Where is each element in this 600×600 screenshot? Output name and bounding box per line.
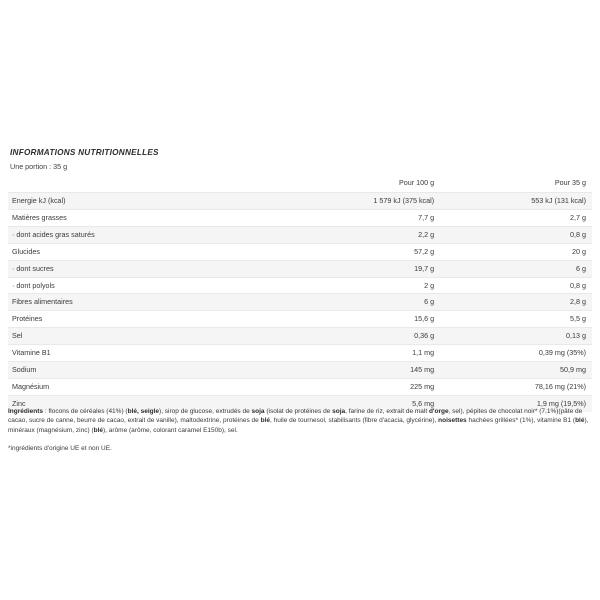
row-value-per-100g: 6 g xyxy=(288,294,440,311)
ingredients-text: : flocons de céréales (41%) (blé, seigle), sirop de glucose, extrudés de soja (isolat de protéines de soja, farine de riz, extrait de malt d'orge, sel), pépites de chocolat noir* (7,1%)(pâte de cacao, sucre de canne, beurre de cacao, extrait de vanille), maltodextrine, protéines de blé, huile de tournesol, stabilisants (fibre d'acacia, glycérine), noisettes hachées grillées* (1%), vitamine B1 (blé), minéraux (magnésium, zinc) (blé), arôme (arôme, colorant caramel E150b), sel. xyxy=(8,408,589,434)
table-row xyxy=(8,277,592,294)
row-value-per-100g: 19,7 g xyxy=(288,260,440,277)
table-row xyxy=(8,345,592,362)
row-value-per-100g: 145 mg xyxy=(288,362,440,379)
row-value-per-100g: 2 g xyxy=(288,277,440,294)
table-row xyxy=(8,243,592,260)
row-label: Magnésium xyxy=(8,379,288,396)
table-row xyxy=(8,260,592,277)
row-value-per-portion: 0,8 g xyxy=(440,226,592,243)
row-value-per-portion: 0,8 g xyxy=(440,277,592,294)
row-label: Glucides xyxy=(8,243,288,260)
nutrition-title: INFORMATIONS NUTRITIONNELLES xyxy=(10,148,159,157)
row-value-per-portion: 2,7 g xyxy=(440,209,592,226)
column-header-per-100g: Pour 100 g xyxy=(288,175,440,192)
column-header-label xyxy=(8,175,288,192)
row-value-per-portion: 1,9 mg (19,5%) xyxy=(440,395,592,411)
row-label: Sodium xyxy=(8,362,288,379)
row-value-per-portion: 20 g xyxy=(440,243,592,260)
ingredients-heading: Ingrédients xyxy=(8,408,44,415)
ingredients-paragraph xyxy=(8,407,593,435)
row-value-per-portion: 6 g xyxy=(440,260,592,277)
row-value-per-portion: 78,16 mg (21%) xyxy=(440,379,592,396)
row-label: Sel xyxy=(8,328,288,345)
row-value-per-portion: 0,39 mg (35%) xyxy=(440,345,592,362)
row-label: · dont acides gras saturés xyxy=(8,226,288,243)
row-label: Protéines xyxy=(8,311,288,328)
row-value-per-100g: 0,36 g xyxy=(288,328,440,345)
table-row xyxy=(8,209,592,226)
table-row xyxy=(8,362,592,379)
row-value-per-100g: 2,2 g xyxy=(288,226,440,243)
table-row xyxy=(8,294,592,311)
row-value-per-portion: 553 kJ (131 kcal) xyxy=(440,192,592,209)
row-label: Energie kJ (kcal) xyxy=(8,192,288,209)
row-label: · dont sucres xyxy=(8,260,288,277)
row-label: · dont polyols xyxy=(8,277,288,294)
row-label: Matières grasses xyxy=(8,209,288,226)
table-row xyxy=(8,328,592,345)
row-value-per-100g: 1 579 kJ (375 kcal) xyxy=(288,192,440,209)
table-row xyxy=(8,226,592,243)
row-value-per-100g: 1,1 mg xyxy=(288,345,440,362)
row-value-per-100g: 225 mg xyxy=(288,379,440,396)
row-value-per-portion: 0,13 g xyxy=(440,328,592,345)
row-label: Vitamine B1 xyxy=(8,345,288,362)
nutrition-table xyxy=(8,175,592,412)
row-label: Zinc xyxy=(8,395,288,411)
nutrition-table-body xyxy=(8,192,592,411)
origin-note: *ingrédients d'origine UE et non UE. xyxy=(8,445,112,452)
row-value-per-portion: 2,8 g xyxy=(440,294,592,311)
portion-size-text: Une portion : 35 g xyxy=(10,162,68,171)
row-label: Fibres alimentaires xyxy=(8,294,288,311)
row-value-per-100g: 15,6 g xyxy=(288,311,440,328)
nutrition-table-head xyxy=(8,175,592,192)
row-value-per-portion: 5,5 g xyxy=(440,311,592,328)
table-row xyxy=(8,192,592,209)
row-value-per-100g: 7,7 g xyxy=(288,209,440,226)
row-value-per-portion: 50,9 mg xyxy=(440,362,592,379)
row-value-per-100g: 5,6 mg xyxy=(288,395,440,411)
row-value-per-100g: 57,2 g xyxy=(288,243,440,260)
table-header-row xyxy=(8,175,592,192)
nutrition-facts-block xyxy=(8,148,592,412)
column-header-per-portion: Pour 35 g xyxy=(440,175,592,192)
table-row xyxy=(8,379,592,396)
table-row xyxy=(8,311,592,328)
